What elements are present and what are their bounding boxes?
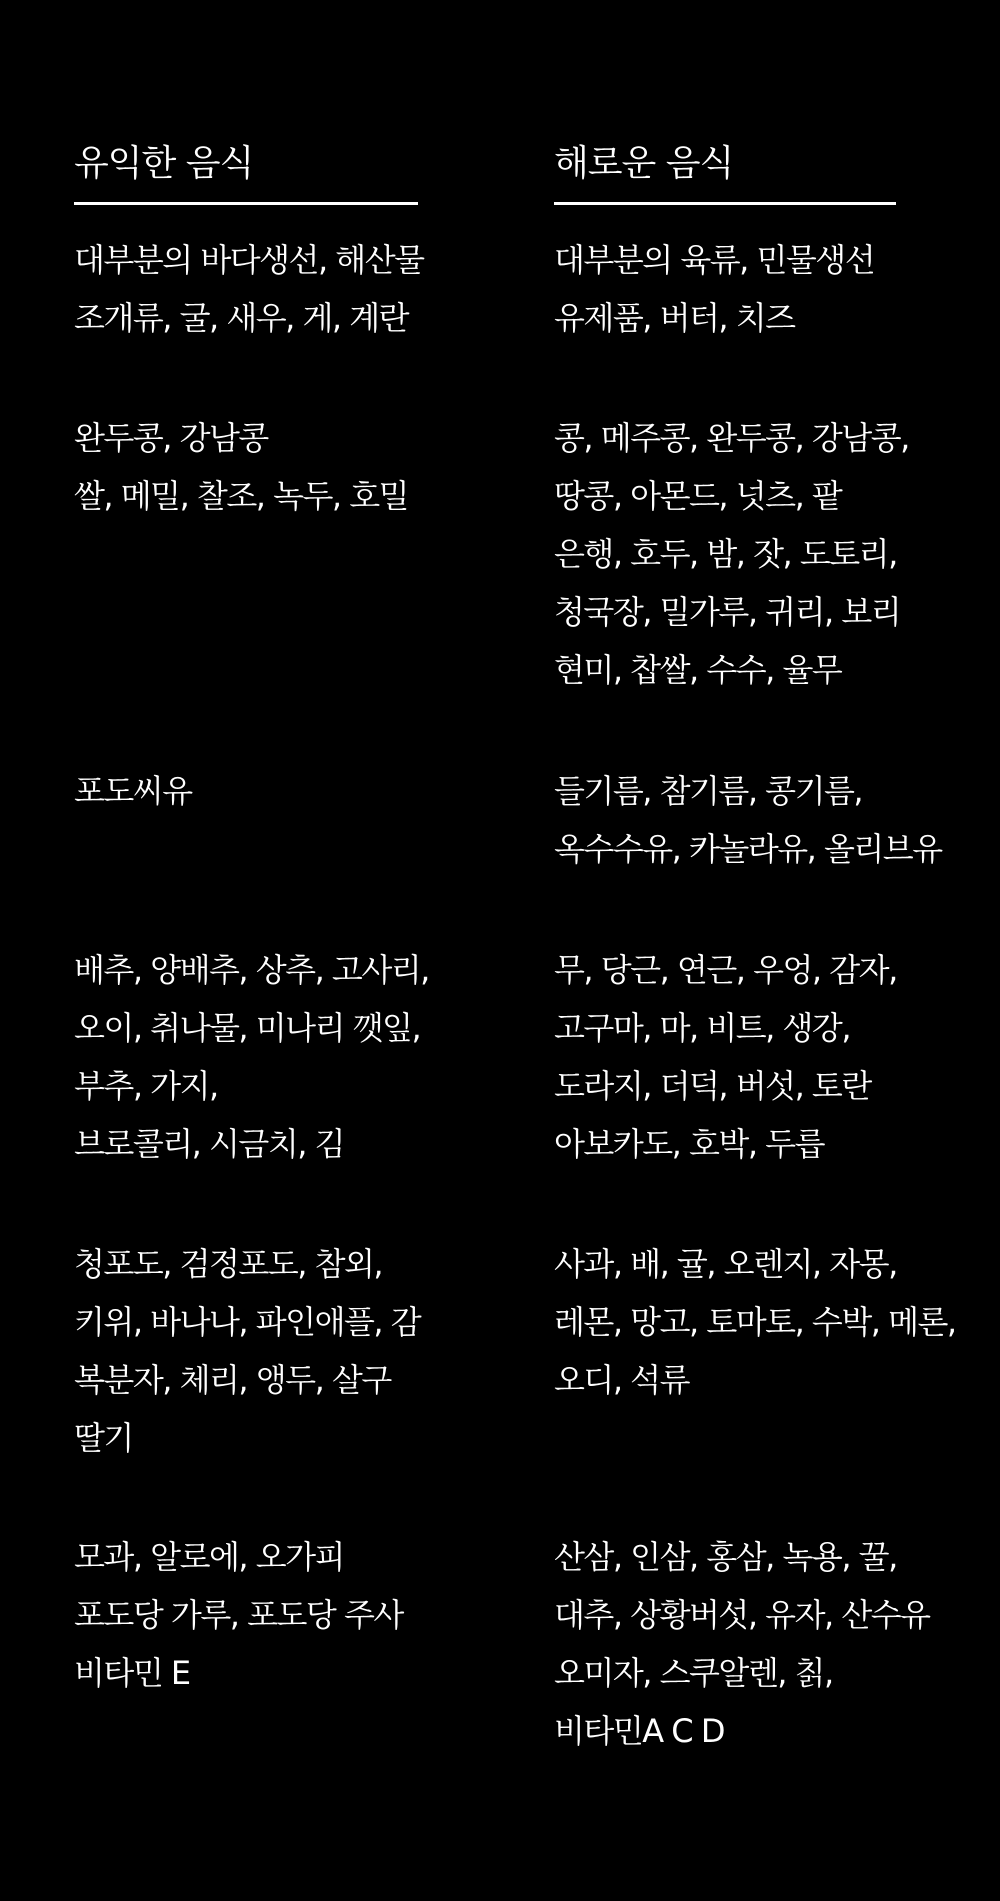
food-line: 복분자, 체리, 앵두, 살구 xyxy=(74,1361,391,1399)
food-line: 완두콩, 강남콩 xyxy=(74,419,268,457)
food-line: 콩, 메주콩, 완두콩, 강남콩, xyxy=(554,419,909,457)
header-divider xyxy=(74,202,418,205)
food-line: 은행, 호두, 밤, 잣, 도토리, xyxy=(554,535,897,573)
food-line: 산삼, 인삼, 홍삼, 녹용, 꿀, xyxy=(554,1538,897,1576)
food-group-oils xyxy=(74,762,192,820)
food-group-beans-grains xyxy=(554,409,909,699)
food-line: 아보카도, 호박, 두릅 xyxy=(554,1125,824,1163)
food-group-oils xyxy=(554,762,942,878)
harmful-foods-header: 해로운 음식 xyxy=(554,143,734,184)
food-line: 도라지, 더덕, 버섯, 토란 xyxy=(554,1067,871,1105)
food-line: 현미, 찹쌀, 수수, 율무 xyxy=(554,651,842,689)
food-line: 청국장, 밀가루, 귀리, 보리 xyxy=(554,593,901,631)
food-group-supplements xyxy=(554,1528,930,1760)
food-group-fruits xyxy=(554,1235,956,1409)
food-line: 오디, 석류 xyxy=(554,1361,689,1399)
food-group-supplements xyxy=(74,1528,403,1702)
food-line: 옥수수유, 카놀라유, 올리브유 xyxy=(554,830,942,868)
food-line: 들기름, 참기름, 콩기름, xyxy=(554,772,863,810)
food-line: 포도씨유 xyxy=(74,772,192,810)
food-group-meat-dairy xyxy=(554,231,874,347)
food-line: 청포도, 검정포도, 참외, xyxy=(74,1245,383,1283)
food-line: 대부분의 바다생선, 해산물 xyxy=(74,241,424,279)
food-line: 키위, 바나나, 파인애플, 감 xyxy=(74,1303,421,1341)
food-line: 오미자, 스쿠알렌, 칡, xyxy=(554,1654,833,1692)
food-line: 비타민A C D xyxy=(554,1712,724,1750)
food-line: 모과, 알로에, 오가피 xyxy=(74,1538,344,1576)
food-line: 부추, 가지, xyxy=(74,1067,218,1105)
header-divider xyxy=(554,202,896,205)
food-line: 사과, 배, 귤, 오렌지, 자몽, xyxy=(554,1245,897,1283)
food-line: 땅콩, 아몬드, 넛츠, 팥 xyxy=(554,477,842,515)
food-line: 대추, 상황버섯, 유자, 산수유 xyxy=(554,1596,930,1634)
food-group-seafood xyxy=(74,231,424,347)
food-line: 대부분의 육류, 민물생선 xyxy=(554,241,875,279)
food-line: 유제품, 버터, 치즈 xyxy=(554,299,795,337)
food-group-grains xyxy=(74,409,408,525)
food-line: 쌀, 메밀, 찰조, 녹두, 호밀 xyxy=(74,477,409,515)
beneficial-foods-header: 유익한 음식 xyxy=(74,143,254,184)
food-group-root-vegetables xyxy=(554,941,897,1173)
food-line: 비타민 E xyxy=(74,1654,190,1692)
food-line: 조개류, 굴, 새우, 게, 계란 xyxy=(74,299,409,337)
food-line: 배추, 양배추, 상추, 고사리, xyxy=(74,951,429,989)
food-line: 오이, 취나물, 미나리 깻잎, xyxy=(74,1009,421,1047)
food-line: 포도당 가루, 포도당 주사 xyxy=(74,1596,403,1634)
food-line: 고구마, 마, 비트, 생강, xyxy=(554,1009,850,1047)
food-group-vegetables xyxy=(74,941,429,1173)
food-line: 브로콜리, 시금치, 김 xyxy=(74,1125,344,1163)
food-line: 딸기 xyxy=(74,1419,133,1457)
food-line: 무, 당근, 연근, 우엉, 감자, xyxy=(554,951,897,989)
food-group-fruits xyxy=(74,1235,420,1467)
food-line: 레몬, 망고, 토마토, 수박, 메론, xyxy=(554,1303,956,1341)
